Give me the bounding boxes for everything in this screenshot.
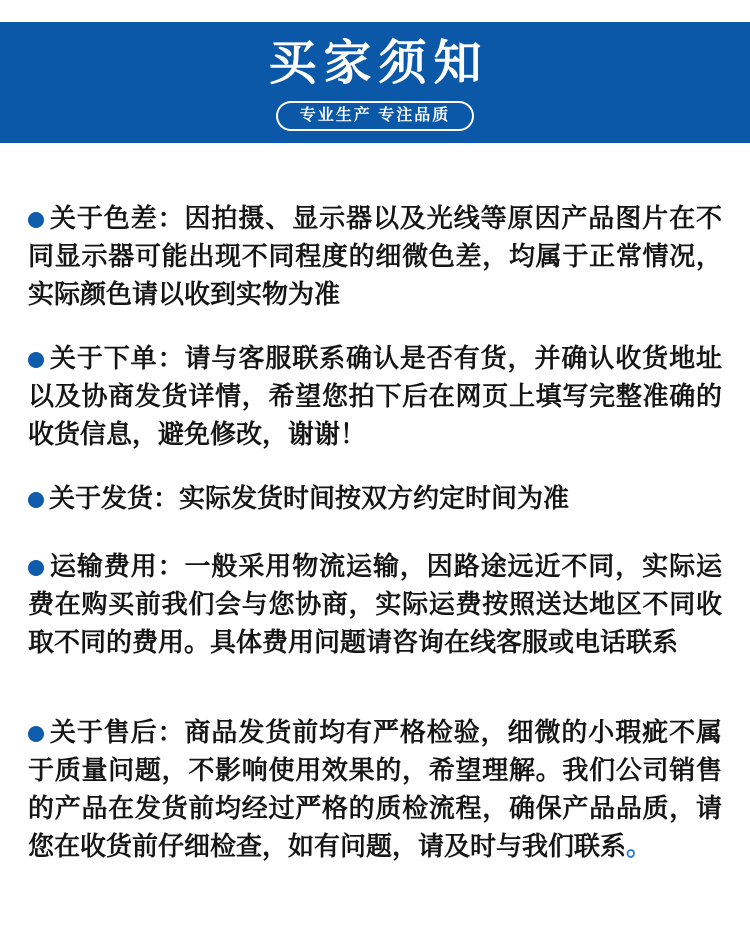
notice-text: 关于售后：商品发货前均有严格检验，细微的小瑕疵不属于质量问题，不影响使用效果的，希望理解。我们公司销售的产品在发货前均经过严格的质检流程，确保产品品质，请您在收货前仔细检查，如有问题，请及时与我们联系 [28, 717, 722, 861]
tagline-pill: 专业生产 专注品质 [276, 101, 474, 131]
notice-ordering [28, 339, 722, 453]
notice-after-sales [28, 713, 722, 865]
notice-text: 关于色差：因拍摄、显示器以及光线等原因产品图片在不同显示器可能出现不同程度的细微色差，均属于正常情况，实际颜色请以收到实物为准 [28, 203, 722, 309]
notice-text: 运输费用：一般采用物流运输，因路途远近不同，实际运费在购买前我们会与您协商，实际运费按照送达地区不同收取不同的费用。具体费用问题请咨询在线客服或电话联系 [28, 551, 722, 657]
notice-freight-cost [28, 547, 722, 661]
notice-text: 关于下单：请与客服联系确认是否有货，并确认收货地址以及协商发货详情，希望您拍下后在网页上填写完整准确的收货信息，避免修改，谢谢！ [28, 343, 722, 449]
bullet-dot-icon [28, 352, 44, 368]
page-title: 买家须知 [268, 36, 489, 90]
bullet-dot-icon [28, 726, 44, 742]
notice-shipping-time [28, 479, 722, 517]
bullet-dot-icon [28, 560, 44, 576]
notice-color-difference [28, 199, 722, 313]
notice-list [0, 143, 750, 865]
bullet-dot-icon [28, 492, 44, 508]
header-banner [0, 22, 750, 143]
notice-text: 关于发货：实际发货时间按双方约定时间为准 [49, 483, 570, 513]
bullet-dot-icon [28, 212, 44, 228]
notice-text-period: 。 [626, 831, 653, 861]
